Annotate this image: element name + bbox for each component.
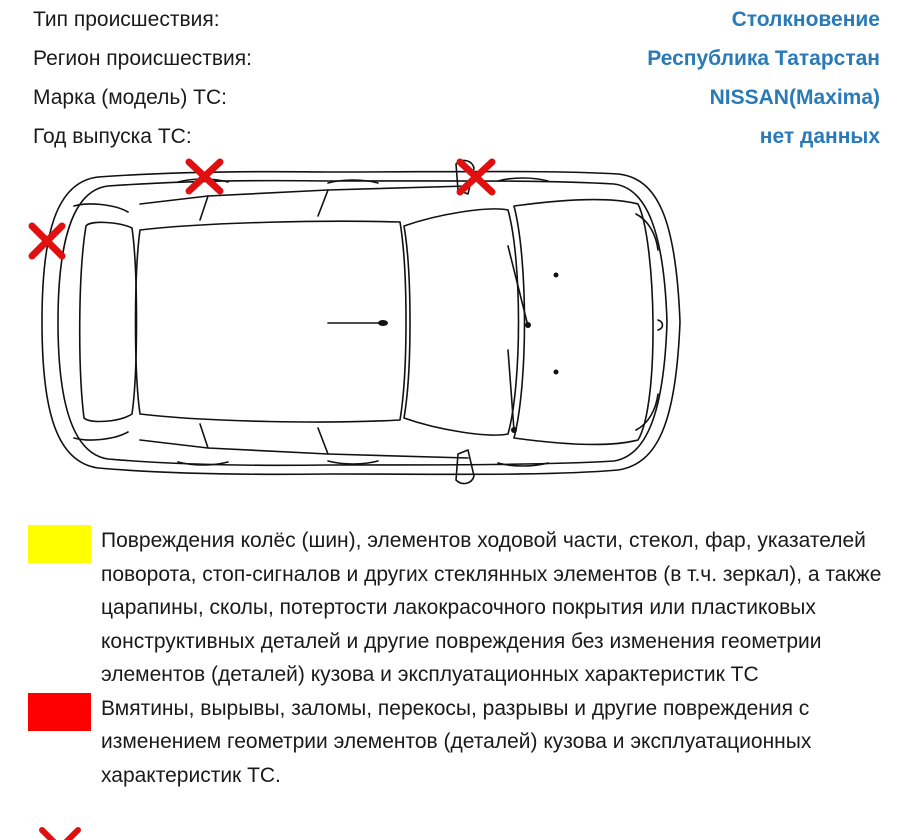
damage-legend [28, 524, 898, 792]
damage-mark-mirror [460, 162, 492, 192]
info-row-model [33, 78, 880, 117]
yellow-swatch [28, 525, 91, 563]
vehicle-year-value: нет данных [759, 124, 880, 148]
legend-text-minor: Повреждения колёс (шин), элементов ходовой части, стекол, фар, указателей поворота, стоп-сигналов и других стеклянных элементов (в т.ч. зеркал), а также царапины, сколы, потертости лакокрасочного покрытия или пластиковых конструктивных деталей и другие повреждения без изменения геометрии элементов (деталей) кузова и эксплуатационных характеристик ТС [101, 529, 882, 686]
vehicle-year-label: Год выпуска ТС: [33, 124, 192, 148]
legend-item-major [28, 692, 898, 793]
legend-damage-mark-icon [36, 826, 84, 840]
legend-text-major: Вмятины, вырывы, заломы, перекосы, разрывы и другие повреждения с изменением геометрии элементов (деталей) кузова и эксплуатационных характеристик ТС. [101, 696, 812, 787]
incident-type-label: Тип происшествия: [33, 7, 220, 31]
incident-region-value: Республика Татарстан [647, 46, 880, 70]
car-outline [42, 161, 680, 484]
red-swatch [28, 693, 91, 731]
incident-type-value: Столкновение [731, 7, 880, 31]
incident-region-label: Регион происшествия: [33, 46, 252, 70]
legend-item-minor [28, 524, 898, 692]
info-row-region [33, 39, 880, 78]
incident-info [33, 0, 880, 156]
info-row-type [33, 0, 880, 39]
car-damage-diagram [28, 150, 688, 495]
damage-mark-rear-door [189, 162, 220, 191]
vehicle-model-value: NISSAN(Maxima) [709, 85, 880, 109]
vehicle-model-label: Марка (модель) ТС: [33, 85, 227, 109]
